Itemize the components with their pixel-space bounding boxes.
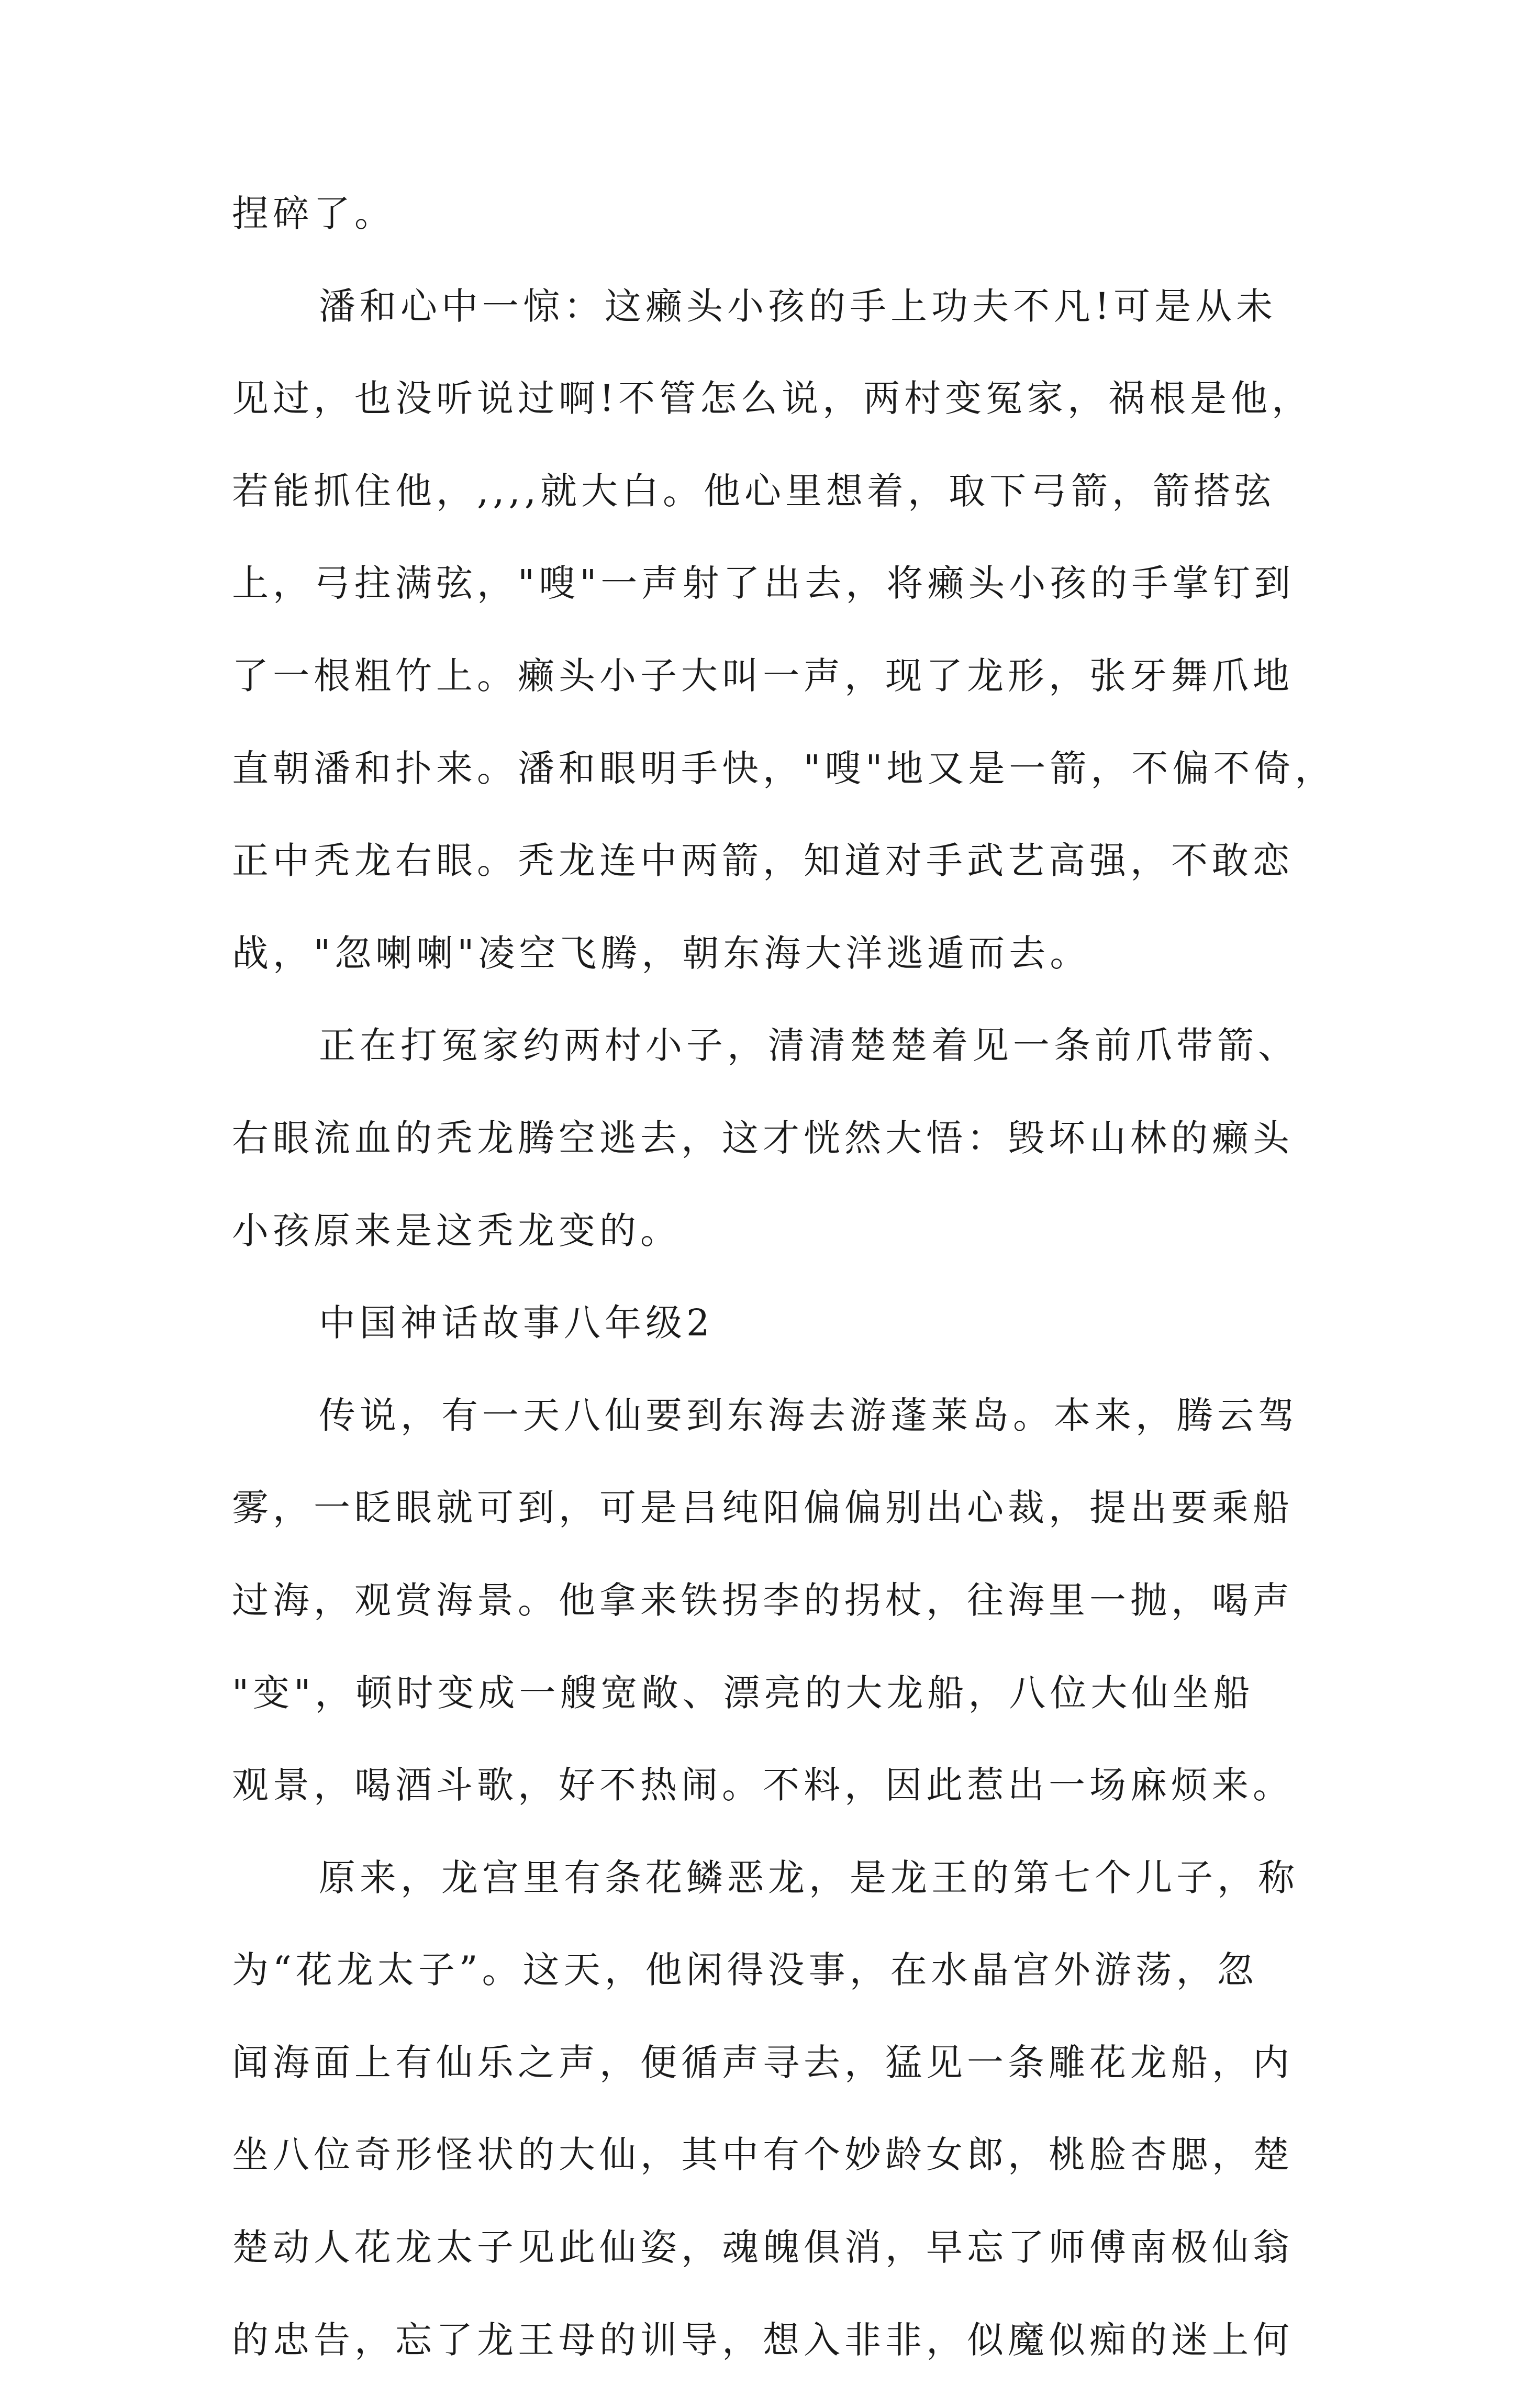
text-line: 闻海面上有仙乐之声，便循声寻去，猛见一条雕花龙船，内 [232,2041,1294,2084]
text-line: 上，弓拄满弦，"嗖"一声射了出去，将癞头小孩的手掌钉到 [232,562,1295,605]
text-line: 小孩原来是这秃龙变的。 [232,1209,681,1252]
text-line: 战，"忽喇喇"凌空飞腾，朝东海大洋逃遁而去。 [232,931,1091,975]
paragraph-start-line: 正在打冤家约两村小子，清清楚楚着见一条前爪带箭、 [319,1024,1299,1067]
text-line: 雾，一眨眼就可到，可是吕纯阳偏偏别出心裁，提出要乘船 [232,1486,1294,1530]
text-line: 直朝潘和扑来。潘和眼明手快，"嗖"地又是一箭，不偏不倚， [232,746,1336,790]
paragraph-start-line: 原来，龙宫里有条花鳞恶龙，是龙王的第七个儿子，称 [319,1856,1299,1899]
section-heading: 中国神话故事八年级2 [319,1301,714,1345]
text-line: "变"，顿时变成一艘宽敞、漂亮的大龙船，八位大仙坐船 [232,1671,1254,1714]
text-line: 坐八位奇形怪状的大仙，其中有个妙龄女郎，桃脸杏腮，楚 [232,2133,1294,2177]
text-line: 了一根粗竹上。癞头小子大叫一声，现了龙形，张牙舞爪地 [232,654,1294,697]
paragraph-start-line: 传说，有一天八仙要到东海去游蓬莱岛。本来，腾云驾 [319,1393,1299,1437]
text-line: 过海，观赏海景。他拿来铁拐李的拐杖，往海里一抛，喝声 [232,1578,1294,1622]
text-line: 正中秃龙右眼。秃龙连中两箭，知道对手武艺高强，不敢恋 [232,839,1294,883]
document-body [232,189,1336,2408]
text-line: 为“花龙太子”。这天，他闲得没事，在水晶宫外游荡，忽 [232,1948,1258,1992]
text-line: 若能抓住他，,,,,就大白。他心里想着，取下弓箭，箭搭弦 [232,469,1276,512]
text-line: 捏碎了。 [232,192,395,235]
text-line: 右眼流血的秃龙腾空逃去，这才恍然大悟：毁坏山林的癞头 [232,1116,1294,1160]
text-line: 见过，也没听说过啊!不管怎么说，两村变冤家，祸根是他， [232,377,1313,420]
paragraph-start-line: 潘和心中一惊：这癞头小孩的手上功夫不凡!可是从未 [319,284,1277,328]
text-line: 观景，喝酒斗歌，好不热闹。不料，因此惹出一场麻烦来。 [232,1764,1294,1807]
text-line: 的忠告，忘了龙王母的训导，想入非非，似魔似痴的迷上何 [232,2318,1294,2361]
text-line: 楚动人花龙太子见此仙姿，魂魄俱消，早忘了师傅南极仙翁 [232,2226,1294,2269]
